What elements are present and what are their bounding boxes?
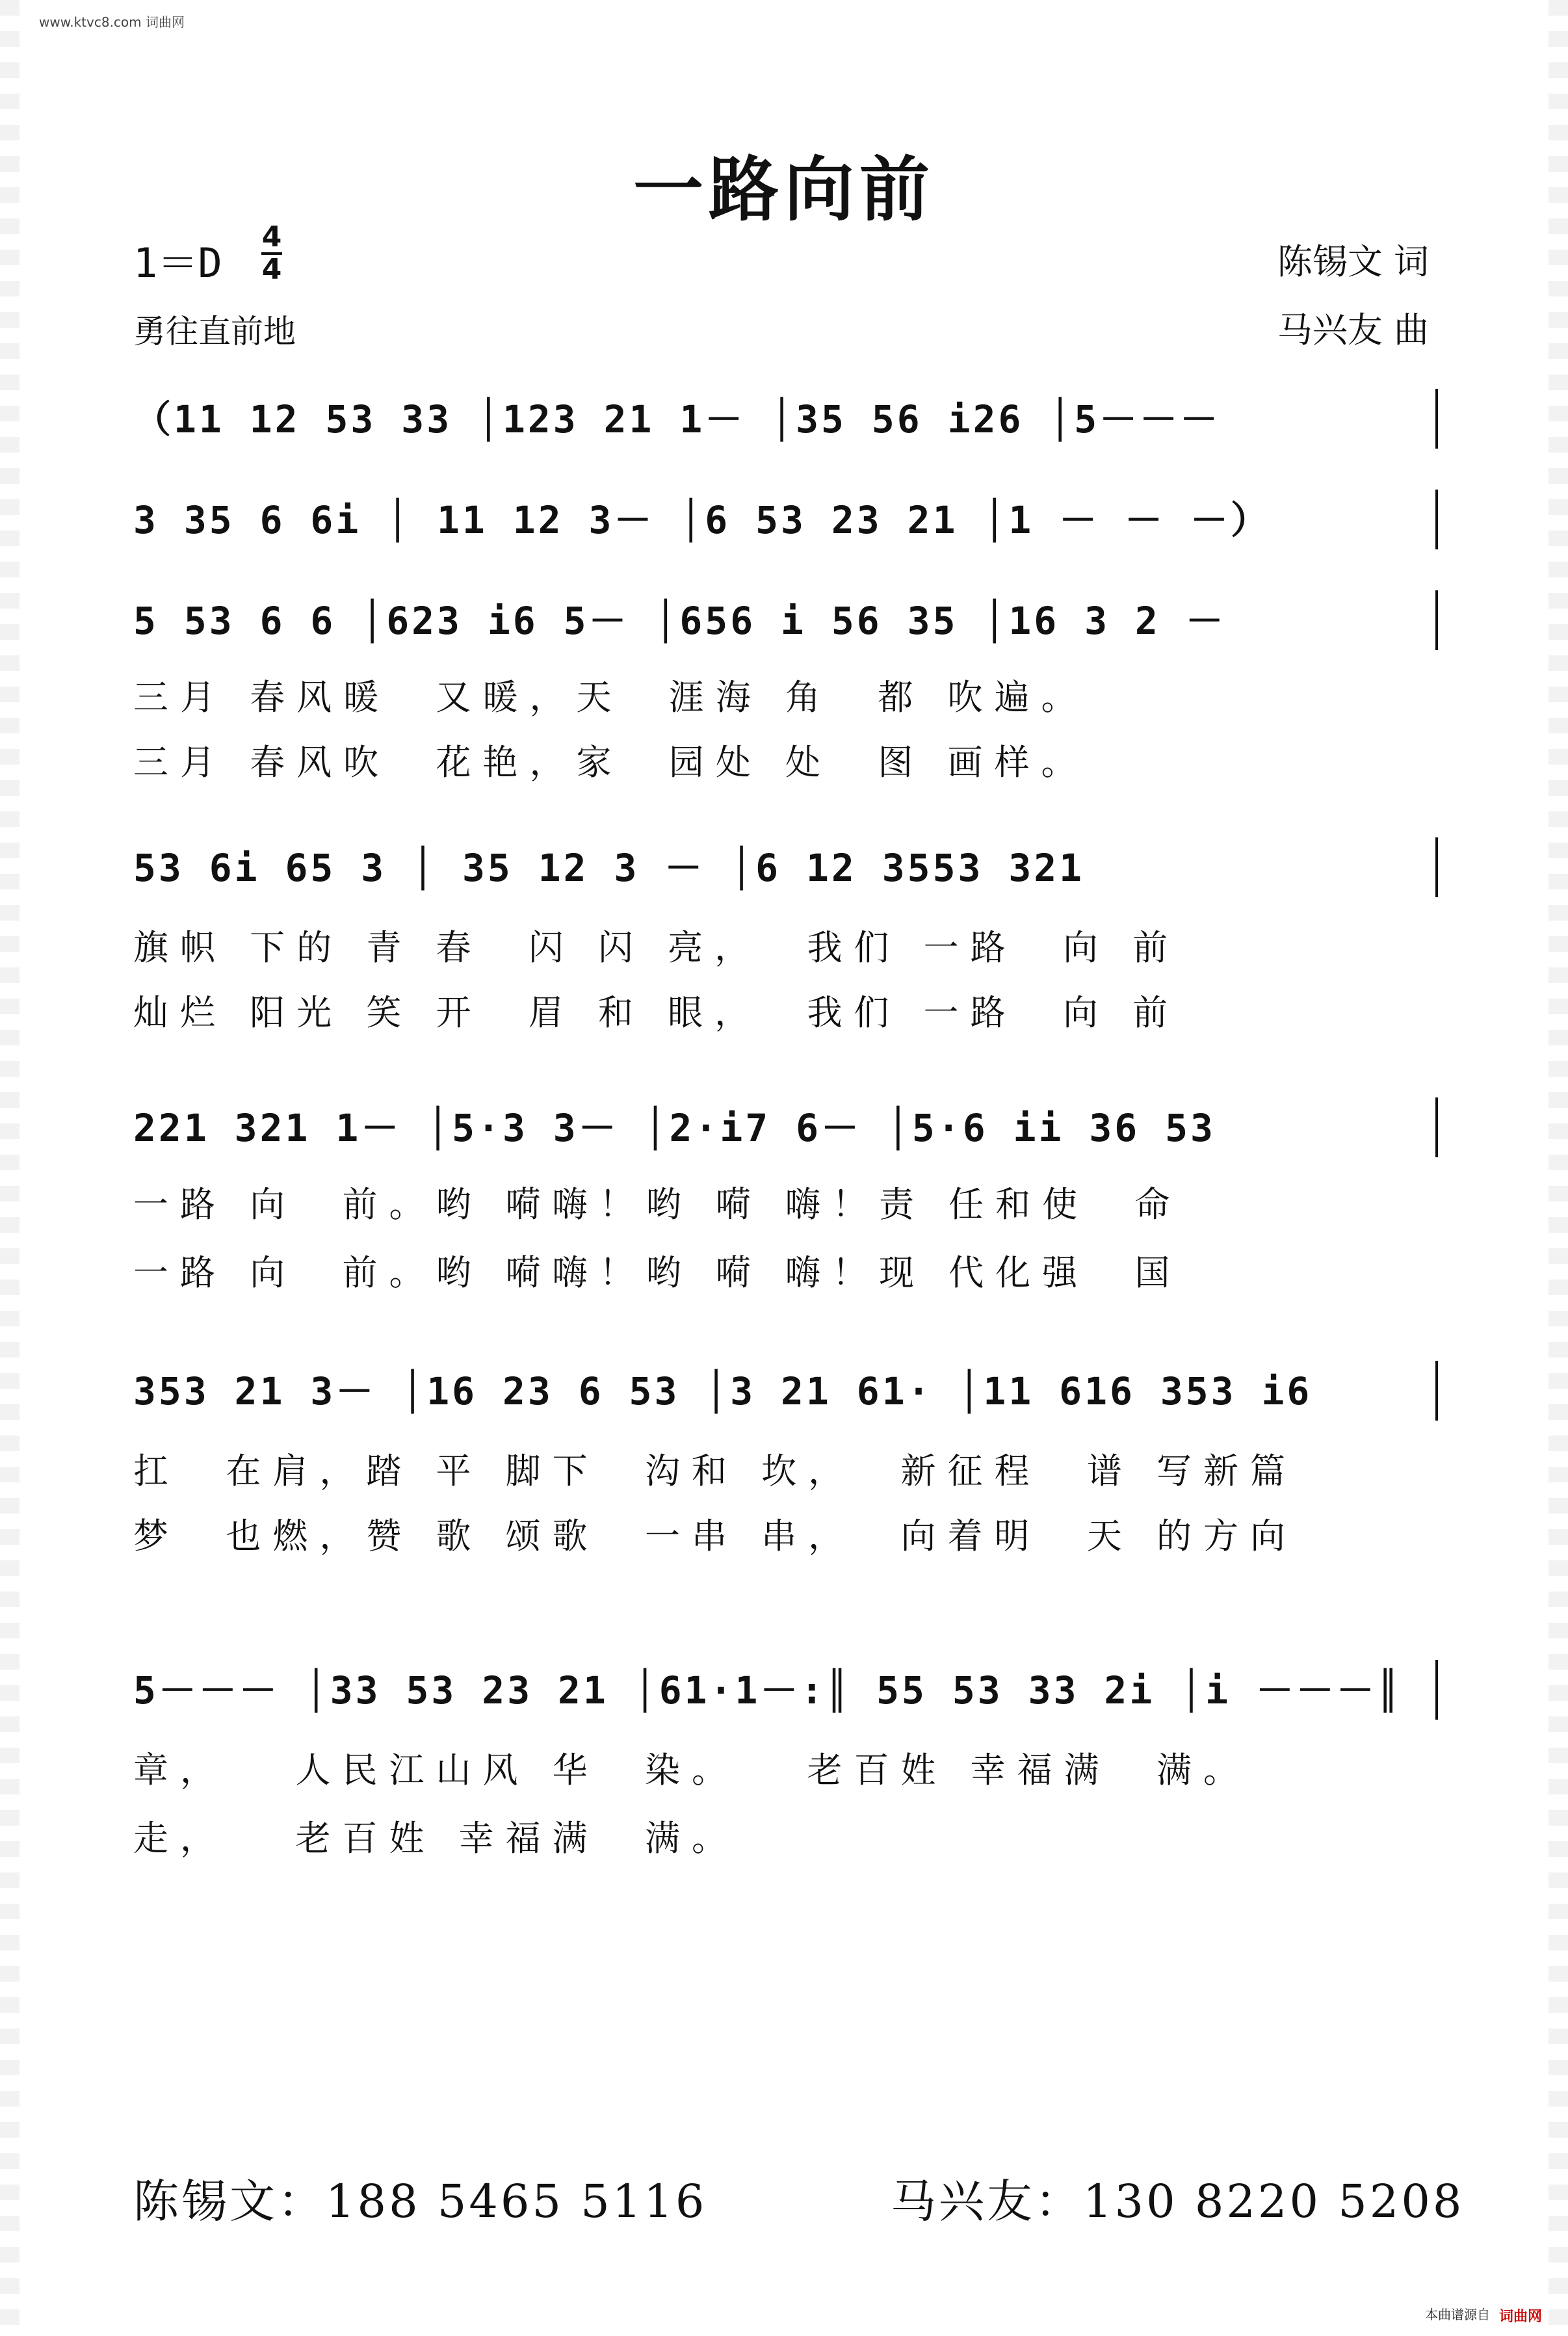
barline [1435, 590, 1438, 650]
lyric-line-6b: 梦 也燃，赞 歌 颂歌 一串 串， 向着明 天 的方向 [133, 1516, 1297, 1556]
time-signature-bottom: 4 [261, 253, 282, 286]
time-signature [259, 222, 285, 285]
lyric-line-6a: 扛 在肩，踏 平 脚下 沟和 坎， 新征程 谱 写新篇 [133, 1450, 1297, 1491]
lyric-line-7b: 走， 老百姓 幸福满 满。 [133, 1818, 738, 1859]
lyric-line-7a: 章， 人民江山风 华 染。 老百姓 幸福满 满。 [133, 1750, 1250, 1791]
barline [1435, 1361, 1438, 1421]
time-signature-top: 4 [261, 220, 282, 254]
lyric-line-3a: 三月 春风暖 又暖，天 涯海 角 都 吹遍。 [133, 677, 1088, 718]
lyric-line-4a: 旗帜 下的 青 春 闪 闪 亮， 我们 一路 向 前 [133, 927, 1180, 968]
notation: 5－－－ │33 53 23 21 │61·1－:║ 55 53 33 2i │i －－－║ [133, 1668, 1402, 1713]
barline [1435, 490, 1438, 549]
key-signature: 1＝D [133, 239, 222, 287]
lyric-line-3b: 三月 春风吹 花艳，家 园处 处 图 画样。 [133, 742, 1088, 783]
lyric-line-4b: 灿烂 阳光 笑 开 眉 和 眼， 我们 一路 向 前 [133, 992, 1180, 1033]
notation: 221 321 1－ │5·3 3－ │2·i7 6－ │5·6 ii 36 53 [133, 1106, 1216, 1150]
barline [1435, 837, 1438, 897]
lyric-line-5b: 一路 向 前。哟 嗬嗨！哟 嗬 嗨！现 代化强 国 [133, 1252, 1182, 1293]
music-line-5 [133, 1092, 1438, 1164]
lyricist-credit: 陈锡文 词 [1277, 241, 1429, 282]
notation: 353 21 3－ │16 23 6 53 │3 21 61· │11 616 353 i6 [133, 1369, 1313, 1413]
music-line-2 [133, 484, 1438, 556]
barline [1435, 389, 1438, 449]
composer-contact: 马兴友：130 8220 5208 [891, 2175, 1465, 2228]
notation: 3 35 6 6i │ 11 12 3－ │6 53 23 21 │1 － － －） [133, 498, 1272, 542]
lyric-line-5a: 一路 向 前。哟 嗬嗨！哟 嗬 嗨！责 任和使 命 [133, 1184, 1182, 1225]
music-line-7 [133, 1655, 1438, 1726]
notation: （11 12 53 33 │123 21 1－ │35 56 i26 │5－－－ [133, 397, 1221, 441]
music-line-4 [133, 832, 1438, 904]
right-border-strip [1548, 0, 1568, 2336]
music-line-6 [133, 1356, 1438, 1427]
left-border-strip [0, 0, 20, 2336]
lyricist-contact: 陈锡文：188 5465 5116 [133, 2175, 707, 2228]
tempo-marking: 勇往直前地 [133, 313, 296, 350]
barline [1435, 1660, 1438, 1720]
footer-site-logo: 词曲网 [1498, 2309, 1542, 2325]
footer-source-note: 本曲谱源自 [1425, 2307, 1490, 2322]
song-title: 一路向前 [633, 149, 935, 231]
composer-credit: 马兴友 曲 [1277, 309, 1429, 350]
barline [1435, 1097, 1438, 1157]
notation: 5 53 6 6 │623 i6 5－ │656 i 56 35 │16 3 2 － [133, 599, 1226, 643]
music-line-1 [133, 384, 1438, 455]
notation: 53 6i 65 3 │ 35 12 3 － │6 12 3553 321 [133, 846, 1085, 890]
music-line-3 [133, 585, 1438, 657]
site-watermark: www.ktvc8.com 词曲网 [39, 14, 185, 30]
